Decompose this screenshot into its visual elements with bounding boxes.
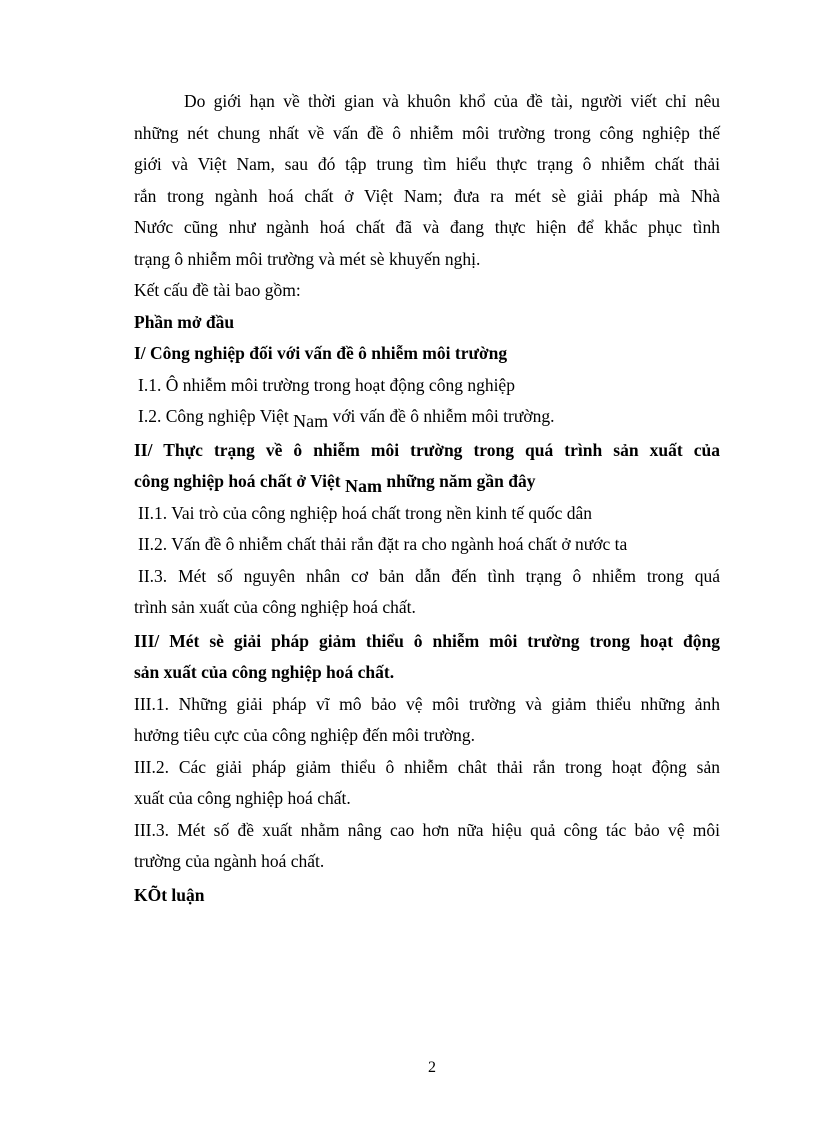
section-2-item-2: II.2. Vấn đề ô nhiễm chất thải rắn đặt ra cho ngành hoá chất ở nước ta [138, 534, 628, 554]
intro-line-3: giới và Việt Nam, sau đó tập trung tìm hiểu thực trạng ô nhiễm chất thải [134, 154, 720, 174]
intro-line-2: những nét chung nhất về vấn đề ô nhiễm môi trường trong công nghiệp thế [134, 122, 720, 143]
section-2-item-1: II.1. Vai trò của công nghiệp hoá chất trong nền kinh tế quốc dân [138, 502, 593, 523]
section-2-title-line-1: II/ Thực trạng về ô nhiễm môi trường trong quá trình sản xuất của [134, 439, 720, 460]
section-3-title [134, 626, 720, 689]
section-2-title-post: những năm gần đây [381, 471, 536, 491]
section-1-item-1: I.1. Ô nhiễm môi trường trong hoạt động công nghiệp [138, 374, 515, 395]
intro-line-6: trạng ô nhiễm môi trường và mét sè khuyến nghị. [134, 248, 481, 269]
section-3-item-2-line-1: III.2. Các giải pháp giảm thiểu ô nhiễm chât thải rắn trong hoạt động sản [134, 756, 720, 777]
section-1-item-2 [134, 401, 720, 433]
section-3-item-2 [134, 752, 720, 815]
intro-line-1: Do giới hạn về thời gian và khuôn khổ của đề tài, người viết chỉ nêu [184, 91, 720, 111]
page-number: 2 [428, 1059, 436, 1076]
page-content [134, 86, 720, 911]
section-1-item-2-post: với vấn đề ô nhiễm môi trường. [328, 406, 555, 426]
section-3-item-1-line-2: hưởng tiêu cực của công nghiệp đến môi trường. [134, 725, 475, 745]
intro-line-5: Nước cũng như ngành hoá chất đã và đang thực hiện để khắc phục tình [134, 217, 720, 237]
section-3-title-line-1: III/ Mét sè giải pháp giảm thiểu ô nhiễm môi trường trong hoạt động [134, 630, 720, 651]
section-3-title-line-2: sản xuất của công nghiệp hoá chất. [134, 662, 395, 682]
section-2-title-sub: Nam [344, 476, 382, 496]
section-1-item-2-sub: Nam [293, 411, 329, 431]
section-3-item-1 [134, 689, 720, 752]
structure-label: Kết cấu đề tài bao gồm: [134, 280, 301, 300]
section-3-item-3 [134, 815, 720, 878]
conclusion-heading: KÕt luận [134, 884, 205, 905]
section-3-item-3-line-2: trường của ngành hoá chất. [134, 851, 325, 871]
section-2-title-line-2 [134, 466, 720, 498]
section-2-title [134, 435, 720, 498]
intro-line-4: rắn trong ngành hoá chất ở Việt Nam; đưa ra mét sè giải pháp mà Nhà [134, 185, 720, 206]
opening-heading: Phần mở đầu [134, 311, 235, 332]
intro-paragraph [134, 86, 720, 275]
section-2-item-3-line-1: II.3. Mét số nguyên nhân cơ bản dẫn đến tình trạng ô nhiễm trong quá [138, 565, 720, 586]
section-2-item-3 [134, 561, 720, 624]
section-3-item-3-line-1: III.3. Mét số đề xuất nhằm nâng cao hơn nữa hiệu quả công tác bảo vệ môi [134, 819, 720, 840]
section-3-item-1-line-1: III.1. Những giải pháp vĩ mô bảo vệ môi trường và giảm thiểu những ảnh [134, 693, 720, 714]
section-2-item-3-line-2: trình sản xuất của công nghiệp hoá chất. [134, 597, 416, 617]
section-1-item-2-pre: I.2. Công nghiệp Việt [138, 406, 294, 426]
section-3-item-2-line-2: xuất của công nghiệp hoá chất. [134, 788, 351, 808]
section-1-title: I/ Công nghiệp đối với vấn đề ô nhiễm môi trường [134, 343, 508, 363]
section-2-title-pre: công nghiệp hoá chất ở Việt [134, 471, 345, 491]
